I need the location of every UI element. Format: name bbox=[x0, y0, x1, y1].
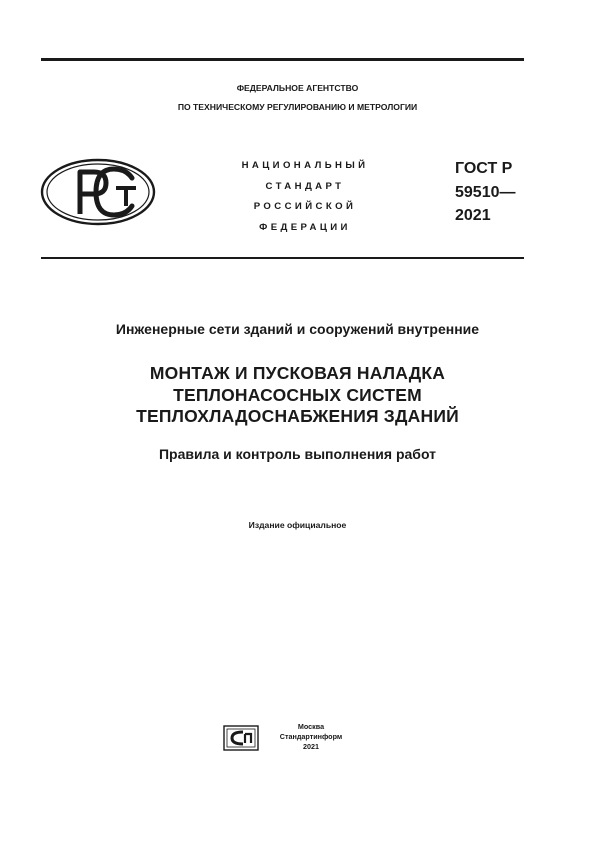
publisher-city: Москва bbox=[297, 722, 325, 731]
agency-name-line-2: ПО ТЕХНИЧЕСКОМУ РЕГУЛИРОВАНИЮ И МЕТРОЛОГИИ bbox=[177, 102, 418, 112]
publisher-info bbox=[276, 722, 346, 752]
agency-name-line-1: ФЕДЕРАЛЬНОЕ АГЕНТСТВО bbox=[236, 83, 359, 93]
standartinform-logo-icon bbox=[223, 725, 259, 751]
edition-note: Издание официальное bbox=[248, 520, 347, 530]
main-title-line: ТЕПЛОХЛАДОСНАБЖЕНИЯ ЗДАНИЙ bbox=[136, 406, 459, 426]
top-rule bbox=[41, 58, 524, 61]
gost-number-line: ГОСТ Р bbox=[455, 160, 513, 177]
standard-type-line: РОССИЙСКОЙ bbox=[253, 201, 357, 212]
publisher-name: Стандартинформ bbox=[279, 732, 343, 741]
standard-type-line: НАЦИОНАЛЬНЫЙ bbox=[241, 160, 369, 171]
gost-number-block bbox=[455, 157, 516, 228]
header-bottom-rule bbox=[41, 257, 524, 259]
rst-certification-mark-icon bbox=[40, 158, 156, 226]
gost-number-line: 59510— bbox=[455, 183, 516, 201]
document-part-title: Правила и контроль выполнения работ bbox=[158, 446, 437, 462]
standard-type-line: ФЕДЕРАЦИИ bbox=[259, 221, 351, 233]
document-main-title bbox=[0, 363, 595, 428]
gost-number-line: 2021 bbox=[455, 207, 491, 224]
main-title-line: ТЕПЛОНАСОСНЫХ СИСТЕМ bbox=[173, 384, 422, 405]
standard-type-line: СТАНДАРТ bbox=[265, 180, 345, 192]
main-title-line: МОНТАЖ И ПУСКОВАЯ НАЛАДКА bbox=[149, 363, 446, 383]
publication-year: 2021 bbox=[303, 742, 319, 751]
document-subtitle: Инженерные сети зданий и сооружений внутренние bbox=[115, 321, 480, 337]
standard-type-block bbox=[205, 156, 405, 238]
